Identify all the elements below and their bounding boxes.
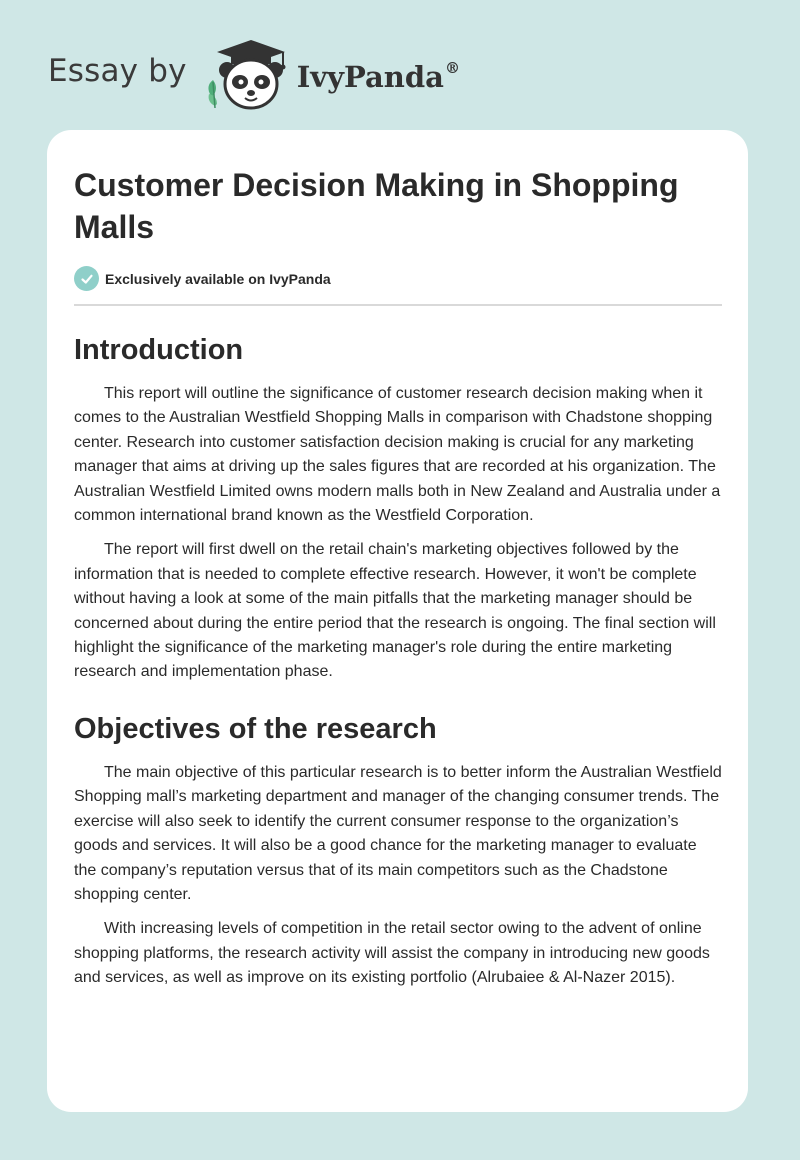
paragraph: This report will outline the significance of customer research decision making when it comes to the Australian Westfield Shopping Malls in comparison with Chadstone shopping center. Research into customer satisfaction decision making is crucial for any marketing manager that aims at driving up the sales figures that are recorded at his organization. The Australian Westfield Limited owns modern malls both in New Zealand and Australia under a common international brand known as the Westfield Corporation.	[74, 385, 721, 525]
page-title: Customer Decision Making in Shopping Malls	[74, 167, 679, 245]
site-header	[48, 34, 460, 114]
panda-graduate-logo-icon[interactable]	[203, 36, 291, 112]
exclusive-badge	[74, 266, 722, 306]
section-heading-objectives: Objectives of the research	[74, 712, 437, 745]
article-content	[74, 164, 722, 1001]
paragraph: The report will first dwell on the retail chain's marketing objectives followed by the information that is needed to complete effective research. However, it won't be complete without having a look at some of the main pitfalls that the marketing manager should be concerned about during the entire period that the research is ongoing. The final section will highlight the significance of the marketing manager's role during the entire marketing research and implementation phase.	[74, 541, 716, 681]
exclusive-badge-text: Exclusively available on IvyPanda	[105, 270, 331, 287]
brand-name[interactable]: IvyPanda®	[296, 58, 460, 94]
paragraph: With increasing levels of competition in the retail sector owing to the advent of online shopping platforms, the research activity will assist the company in introducing new goods and services, as well as improve on its existing portfolio (Alrubaiee & Al-Nazer 2015).	[74, 920, 710, 987]
check-icon	[74, 266, 99, 291]
essay-by-label: Essay by	[48, 53, 187, 89]
paragraph: The main objective of this particular research is to better inform the Australian Westfield Shopping mall’s marketing department and manager of the changing consumer trends. The exercise will also seek to identify the current consumer response to the organization’s goods and services. It will also be a good chance for the marketing manager to evaluate the company’s reputation versus that of its main competitors such as the Chadstone shopping center.	[74, 763, 722, 903]
registered-mark: ®	[444, 58, 460, 77]
section-heading-introduction: Introduction	[74, 334, 244, 366]
article-card	[47, 130, 748, 1112]
